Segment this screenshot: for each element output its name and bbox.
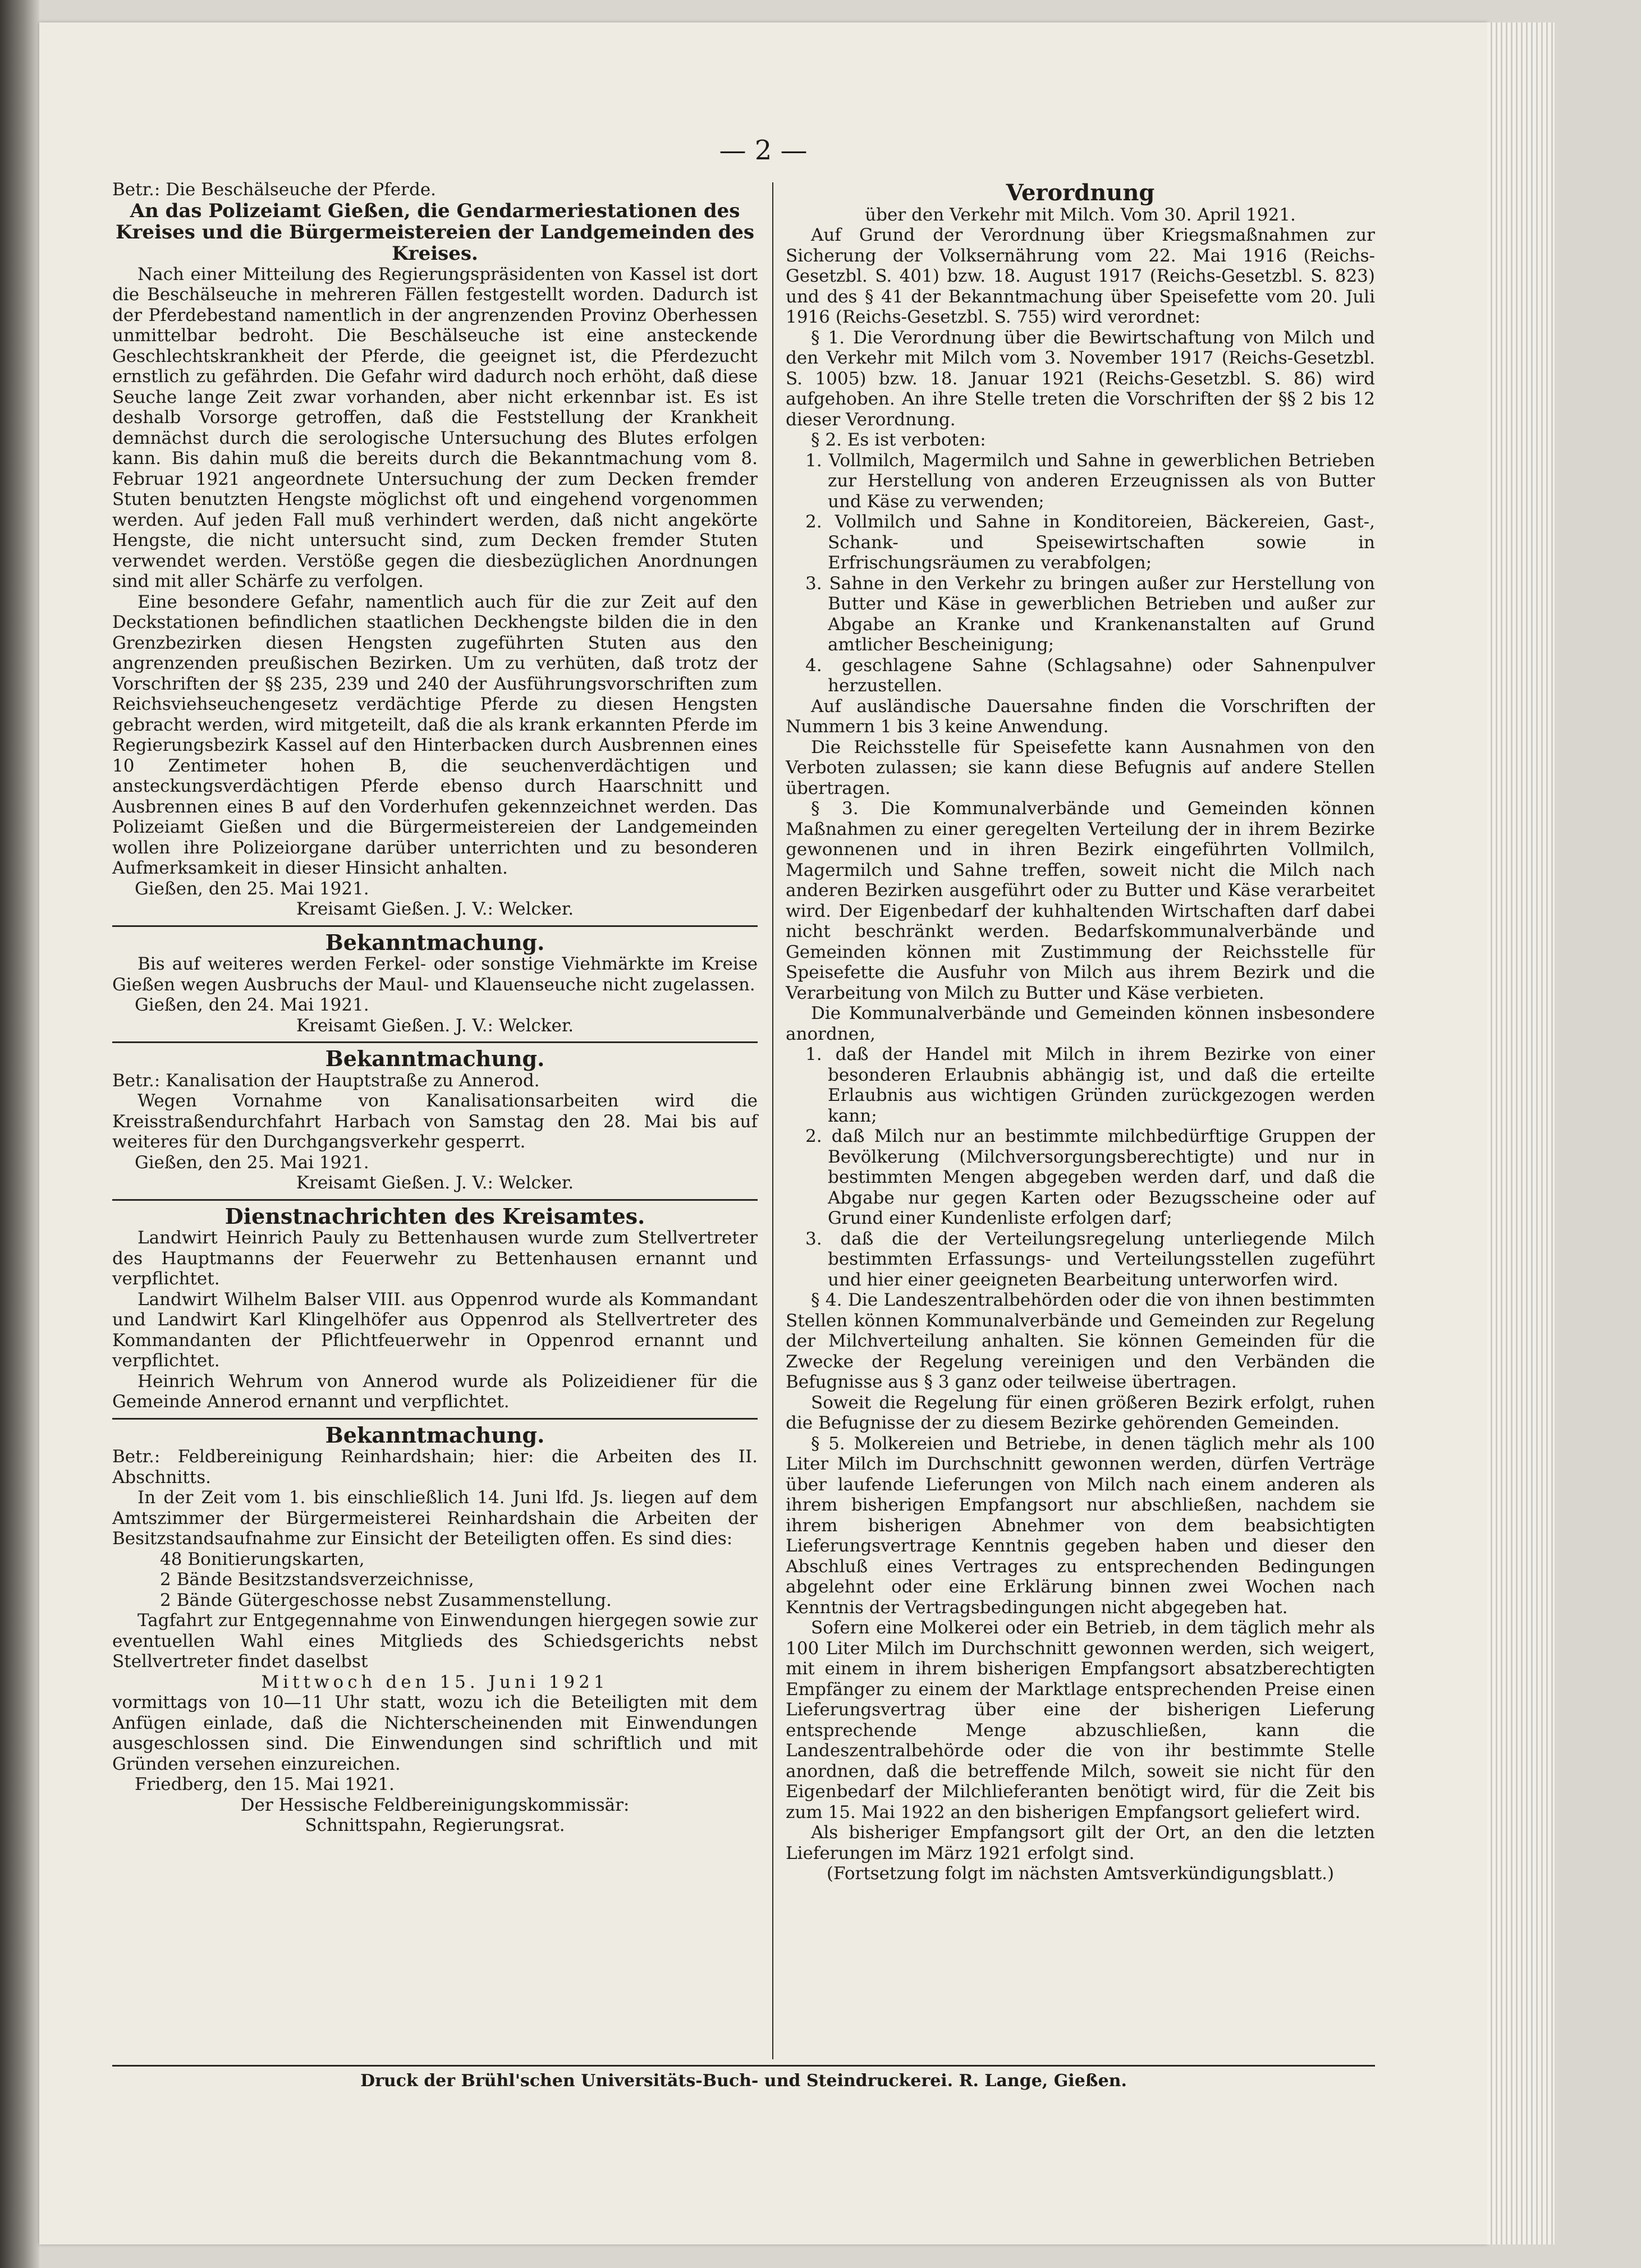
column-divider xyxy=(772,182,773,2059)
book-gutter xyxy=(0,0,39,2268)
paragraph: Wegen Vornahme von Kanalisationsarbeiten wird die Kreisstraßendurchfahrt Harbach von Samstag den 28. Mai bis auf weiteres für den Durchgangsverkehr gesperrt. xyxy=(112,1091,758,1152)
date-line: Gießen, den 24. Mai 1921. xyxy=(135,995,369,1015)
printer-imprint: Druck der Brühl'schen Universitäts-Buch- und Steindruckerei. R. Lange, Gießen. xyxy=(112,2065,1375,2091)
paragraph: Als bisheriger Empfangsort gilt der Ort, an den die letzten Lieferungen im März 1921 erfolgt sind. xyxy=(786,1822,1375,1863)
signature-title: Der Hessische Feldbereinigungskommissär: xyxy=(240,1794,630,1815)
section-title: Bekanntmachung. xyxy=(325,1046,545,1071)
paragraph: Eine besondere Gefahr, namentlich auch für die zur Zeit auf den Deckstationen befindlichen staatlichen Deckhengste bilden die in den Grenzbezirken diesen Hengsten zugeführten Stuten aus den angrenzenden preußischen Bezirken. Um zu verhüten, daß trotz der Vorschriften der §§ 235, 239 und 240 der Ausführungsvorschriften zum Reichsviehseuchengesetz verdächtige Pferde zu diesen Hengsten gebracht werden, wird mitgeteilt, daß die als krank erkannten Pferde im Regierungsbezirk Kassel auf den Hinterbacken durch Ausbrennen eines 10 Zentimeter hohen B, die seuchenverdächtigen und ansteckungsverdächtigen Pferde ebenso durch Haarschnitt und Ausbrennen eines B auf den Vorderhufen gekennzeichnet werden. Das Polizeiamt Gießen und die Bürgermeistereien der Landgemeinden wollen ihre Polizeiorgane darüber unterrichten und zu besonderen Aufmerksamkeit in dieser Hinsicht anhalten. xyxy=(112,591,758,878)
section-separator xyxy=(112,925,758,927)
continuation-note: (Fortsetzung folgt im nächsten Amtsverkündigungsblatt.) xyxy=(826,1863,1335,1884)
paragraph: Tagfahrt zur Entgegennahme von Einwendungen hiergegen sowie zur eventuellen Wahl eines Mitglieds des Schiedsgerichts nebst Stellvertreter findet daselbst xyxy=(112,1610,758,1672)
paragraph: Landwirt Wilhelm Balser VIII. aus Oppenrod wurde als Kommandant und Landwirt Karl Klingelhöfer aus Oppenrod als Stellvertreter des Kommandanten der Pflichtfeuerwehr in Oppenrod ernannt und verpflichtet. xyxy=(112,1289,758,1371)
paragraph: Sofern eine Molkerei oder ein Betrieb, in dem täglich mehr als 100 Liter Milch im Durchschnitt gewonnen werden, sich weigert, mit einem in ihrem bisherigen Empfangsort absatzberechtigten Empfänger zu einem der Marktlage entsprechenden Preise einen Lieferungsvertrag über eine der bisherigen Lieferung entsprechende Menge abzuschließen, kann die Landeszentralbehörde oder die von ihr bestimmte Stelle anordnen, daß die betreffende Milch, soweit sie nicht für den Eigenbedarf der Milchlieferanten benötigt wird, für die Zeit bis zum 15. Mai 1922 an den bisherigen Empfangsort geliefert wird. xyxy=(786,1618,1375,1822)
list-item: 2. Vollmilch und Sahne in Konditoreien, Bäckereien, Gast-, Schank- und Speisewirtschaften sowie in Erfrischungsräumen zu verabfolgen; xyxy=(805,512,1375,573)
paragraph: Soweit die Regelung für einen größeren Bezirk erfolgt, ruhen die Befugnisse der zu diesem Bezirke gehörenden Gemeinden. xyxy=(786,1392,1375,1433)
section-title: Bekanntmachung. xyxy=(325,929,545,955)
signature: Kreisamt Gießen. J. V.: Welcker. xyxy=(296,1015,574,1036)
page-number: — 2 — xyxy=(719,135,808,166)
betr-line: Betr.: Feldbereinigung Reinhardshain; hier: die Arbeiten des II. Abschnitts. xyxy=(112,1447,758,1487)
paragraph: § 4. Die Landeszentralbehörden oder die von ihnen bestimmten Stellen können Kommunalverbände und Gemeinden zur Regelung der Milchverteilung anhalten. Sie können Gemeinden für die Zwecke der Regelung vereinigen und den Verbänden die Befugnisse aus § 3 ganz oder teilweise übertragen. xyxy=(786,1290,1375,1392)
list-item: 3. Sahne in den Verkehr zu bringen außer zur Herstellung von Butter und Käse in gewerblichen Betrieben und außer zur Abgabe an Kranke und Krankenanstalten auf Grund amtlicher Bescheinigung; xyxy=(805,573,1375,655)
paragraph: Auf Grund der Verordnung über Kriegsmaßnahmen zur Sicherung der Volksernährung vom 22. Mai 1916 (Reichs-Gesetzbl. S. 401) bzw. 18. August 1917 (Reichs-Gesetzbl. S. 823) und des § 41 der Bekanntmachung über Speisefette vom 20. Juli 1916 (Reichs-Gesetzbl. S. 755) wird verordnet: xyxy=(786,225,1375,327)
ordinance-title: Verordnung xyxy=(1006,180,1155,206)
signature: Kreisamt Gießen. J. V.: Welcker. xyxy=(296,1173,574,1193)
betr-line: Betr.: Die Beschälseuche der Pferde. xyxy=(112,180,437,200)
paragraph: § 5. Molkereien und Betriebe, in denen täglich mehr als 100 Liter Milch im Durchschnitt gewonnen werden, dürfen Verträge über laufende Lieferungen von Milch nach einem anderen als ihrem bisherigen Empfangsort nur abschließen, nachdem sie ihrem bisherigen Abnehmer von dem beabsichtigten Lieferungsvertrage Kenntnis gegeben haben und dieser den Abschluß eines Vertrages zu entsprechenden Bedingungen abgelehnt oder eine Erklärung binnen zwei Wochen nach Kenntnis der Vertragsbedingungen nicht abgegeben hat. xyxy=(786,1433,1375,1618)
paragraph: Die Kommunalverbände und Gemeinden können insbesondere anordnen, xyxy=(786,1003,1375,1044)
paragraph: § 3. Die Kommunalverbände und Gemeinden können Maßnahmen zu einer geregelten Verteilung der in ihrem Bezirke gewonnenen und in ihren Bezirk eingeführten Vollmilch, Magermilch und Sahne treffen, soweit nicht die Milch nach anderen Bezirken ausgeführt oder zu Butter und Käse verarbeitet wird. Der Eigenbedarf der kuhhaltenden Wirtschaften darf dabei nicht beschränkt werden. Bedarfskommunalverbände und Gemeinden können mit Zustimmung der Reichsstelle für Speisefette die Ausfuhr von Milch aus ihrem Bezirk und die Verarbeitung von Milch zu Butter und Käse verbieten. xyxy=(786,798,1375,1003)
date-line: Gießen, den 25. Mai 1921. xyxy=(135,878,369,899)
list-item: 1. Vollmilch, Magermilch und Sahne in gewerblichen Betrieben zur Herstellung von anderen Erzeugnissen als von Butter und Käse zu verwenden; xyxy=(805,450,1375,512)
section-separator xyxy=(112,1418,758,1420)
section-separator xyxy=(112,1041,758,1043)
date-line: Friedberg, den 15. Mai 1921. xyxy=(135,1774,395,1794)
list-item: 3. daß die der Verteilungsregelung unterliegende Milch bestimmten Erfassungs- und Verteilungsstellen zugeführt und hier einer geeigneten Bearbeitung unterworfen wird. xyxy=(805,1228,1375,1290)
right-column xyxy=(786,180,1375,1884)
signature: Kreisamt Gießen. J. V.: Welcker. xyxy=(296,899,574,919)
section-separator xyxy=(112,1199,758,1201)
signature: Schnittspahn, Regierungsrat. xyxy=(305,1815,565,1835)
paragraph: In der Zeit vom 1. bis einschließlich 14. Juni lfd. Js. liegen auf dem Amtszimmer der Bürgermeisterei Reinhardshain die Arbeiten der Besitzstandsaufnahme zur Einsicht der Beteiligten offen. Es sind dies: xyxy=(112,1487,758,1549)
paragraph: § 2. Es ist verboten: xyxy=(811,430,986,450)
list-item: 4. geschlagene Sahne (Schlagsahne) oder Sahnenpulver herzustellen. xyxy=(805,655,1375,696)
paragraph: Die Reichsstelle für Speisefette kann Ausnahmen von den Verboten zulassen; sie kann diese Befugnis auf andere Stellen übertragen. xyxy=(786,737,1375,798)
paragraph: vormittags von 10—11 Uhr statt, wozu ich die Beteiligten mit dem Anfügen einlade, daß die Nichterscheinenden mit Einwendungen ausgeschlossen sind. Die Einwendungen sind schriftlich und mit Gründen versehen einzureichen. xyxy=(112,1692,758,1774)
list-item: 1. daß der Handel mit Milch in ihrem Bezirke von einer besonderen Erlaubnis abhängig ist, und daß die erteilte Erlaubnis aus wichtigen Gründen zurückgezogen werden kann; xyxy=(805,1044,1375,1126)
paragraph: Heinrich Wehrum von Annerod wurde als Polizeidiener für die Gemeinde Annerod ernannt und verpflichtet. xyxy=(112,1371,758,1412)
list-item: 2 Bände Gütergeschosse nebst Zusammenstellung. xyxy=(160,1590,612,1610)
page-edges xyxy=(1487,22,1555,2244)
list-item: 2. daß Milch nur an bestimmte milchbedürftige Gruppen der Bevölkerung (Milchversorgungsberechtigte) und nur in bestimmten Mengen abgegeben werden darf, und daß die Abgabe nur gegen Karten oder Bezugsscheine oder auf Grund einer Kundenliste erfolgen darf; xyxy=(805,1126,1375,1228)
paragraph: Landwirt Heinrich Pauly zu Bettenhausen wurde zum Stellvertreter des Hauptmanns der Feuerwehr zu Bettenhausen ernannt und verpflichtet. xyxy=(112,1228,758,1289)
section-title: Bekanntmachung. xyxy=(325,1422,545,1448)
ordinance-subtitle: über den Verkehr mit Milch. Vom 30. April 1921. xyxy=(865,204,1296,225)
paragraph: Auf ausländische Dauersahne finden die Vorschriften der Nummern 1 bis 3 keine Anwendung. xyxy=(786,696,1375,737)
paragraph: Bis auf weiteres werden Ferkel- oder sonstige Viehmärkte im Kreise Gießen wegen Ausbruchs der Maul- und Klauenseuche nicht zugelassen. xyxy=(112,954,758,995)
section-title: Dienstnachrichten des Kreisamtes. xyxy=(224,1203,645,1229)
list-item: 2 Bände Besitzstandsverzeichnisse, xyxy=(160,1569,474,1590)
date-line: Gießen, den 25. Mai 1921. xyxy=(135,1152,369,1173)
betr-line: Betr.: Kanalisation der Hauptstraße zu Annerod. xyxy=(112,1070,540,1091)
paragraph: Nach einer Mitteilung des Regierungspräsidenten von Kassel ist dort die Beschälseuche in mehreren Fällen festgestellt worden. Dadurch ist der Pferdebestand namentlich in der angrenzenden Provinz Oberhessen unmittelbar bedroht. Die Beschälseuche ist eine ansteckende Geschlechtskrankheit der Pferde, die geeignet ist, die Pferdezucht ernstlich zu gefährden. Die Gefahr wird dadurch noch erhöht, daß diese Seuche lange Zeit zwar vorhanden, aber nicht erkennbar ist. Es ist deshalb Vorsorge getroffen, daß die Feststellung der Krankheit demnächst durch die serologische Untersuchung des Blutes erfolgen kann. Bis dahin muß die bereits durch die Bekanntmachung vom 8. Februar 1921 angeordnete Untersuchung der zum Decken fremder Stuten benutzten Hengste möglichst oft und eingehend vorgenommen werden. Auf jeden Fall muß verhindert werden, daß nicht angekörte Hengste, die nicht untersucht sind, zum Decken fremder Stuten verwendet werden. Verstöße gegen die diesbezüglichen Anordnungen sind mit aller Schärfe zu verfolgen. xyxy=(112,264,758,591)
paragraph: § 1. Die Verordnung über die Bewirtschaftung von Milch und den Verkehr mit Milch vom 3. November 1917 (Reichs-Gesetzbl. S. 1005) bzw. 18. Januar 1921 (Reichs-Gesetzbl. S. 86) wird aufgehoben. An ihre Stelle treten die Vorschriften der §§ 2 bis 12 dieser Verordnung. xyxy=(786,327,1375,430)
list-item: 48 Bonitierungskarten, xyxy=(160,1549,365,1569)
address-heading: An das Polizeiamt Gießen, die Gendarmeriestationen des Kreises und die Bürgermeistereien der Landgemeinden des Kreises. xyxy=(115,199,755,265)
left-column xyxy=(112,180,758,1836)
meeting-date: Mittwoch den 15. Juni 1921 xyxy=(261,1672,609,1692)
